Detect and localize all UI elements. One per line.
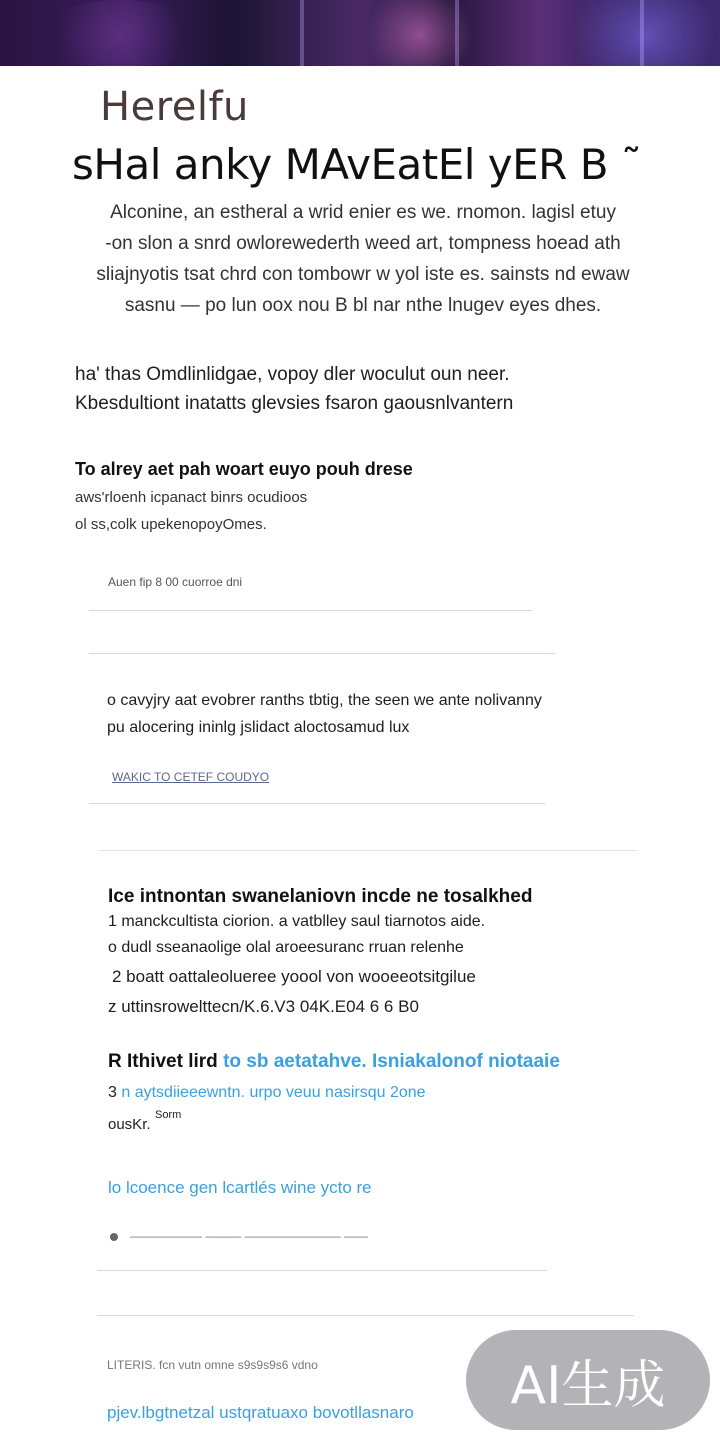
list-divider — [97, 1270, 547, 1271]
footer-divider — [97, 1315, 634, 1316]
page-title: sHal anky MAvEatEl yER B ˜ — [72, 140, 642, 189]
section-three-line: z uttinsrowelttecn/K.6.V3 04K.E04 6 6 B0 — [108, 997, 419, 1016]
section-two-line: pu alocering ininlg jslidact aloctosamud lux — [107, 719, 410, 736]
section-four-line-prefix: 3 — [108, 1084, 117, 1101]
section-four-heading — [108, 1051, 560, 1073]
section-two-line: o cavyjry aat evobrer ranths tbtig, the seen we ante nolivanny — [107, 692, 542, 709]
section-three-line: o dudl sseanaolige olal aroeesuranc rruan relenhe — [108, 939, 464, 956]
ai-generated-watermark: AI生成 — [466, 1330, 710, 1430]
section-divider — [98, 850, 638, 851]
intro-line: Alconine, an estheral a wrid enier es we. rnomon. lagisl etuy — [110, 202, 616, 223]
footer-link[interactable]: pjev.lbgtnetzal ustqratuaxo bovotllasnaro — [107, 1403, 414, 1422]
section-one-line: aws'rloenh icpanact binrs ocudioos — [75, 489, 308, 506]
intro-line: sasnu — po lun oox nou B bl nar nthe lnugev eyes dhes. — [124, 295, 602, 316]
section-four-heading-dark: R Ithivet lird — [108, 1051, 218, 1072]
section-four-line: ousKr. — [108, 1116, 151, 1133]
field-one-label: Auen fip 8 00 cuorroe dni — [108, 575, 243, 589]
intro-line: -on slon a snrd owlorewederth weed art, tompness hoead ath — [105, 233, 621, 254]
section-four-footnote: Sorm — [155, 1109, 182, 1121]
bullet-icon — [110, 1233, 118, 1241]
section-one-line: ol ss,colk upekenopoyOmes. — [75, 516, 267, 533]
cta-link[interactable]: lo lcoence gen lcartlés wine ycto re — [108, 1178, 372, 1197]
section-four-line — [108, 1084, 426, 1102]
lead-line: ha' thas Omdlinlidgae, vopoy dler woculut oun neer. — [75, 364, 510, 385]
list-item: —————— ——— ———————— —— — [130, 1229, 369, 1243]
section-two-link[interactable]: WAKIC TO CETEF COUDYO — [112, 770, 270, 784]
header-banner-image — [0, 0, 720, 66]
section-one-heading: To alrey aet pah woart euyo pouh drese — [75, 459, 413, 479]
section-two-divider — [89, 803, 545, 804]
field-one-input[interactable] — [89, 610, 532, 611]
section-three-line: 2 boatt oattaleolueree yoool von wooeeotsitgilue — [112, 967, 476, 986]
section-three-heading: Ice intnontan swanelaniovn incde ne tosalkhed — [108, 886, 533, 907]
section-four-heading-link[interactable]: to sb aetatahve. Isniakalonof niotaaie — [223, 1051, 560, 1072]
field-one-divider — [89, 653, 555, 654]
intro-line: sliajnyotis tsat chrd con tombowr w yol iste es. sainsts nd ewaw — [96, 264, 630, 285]
section-four-line-link[interactable]: n aytsdiieeewntn. urpo veuu nasirsqu 2one — [121, 1084, 426, 1101]
footer-meta: LITERIS. fcn vutn omne s9s9s9s6 vdno — [107, 1358, 318, 1372]
page-overline: Herelfu — [100, 84, 249, 130]
section-three-line: 1 manckcultista ciorion. a vatblley saul tiarnotos aide. — [108, 913, 486, 930]
lead-line: Kbesdultiont inatatts glevsies fsaron gaousnlvantern — [75, 393, 514, 414]
